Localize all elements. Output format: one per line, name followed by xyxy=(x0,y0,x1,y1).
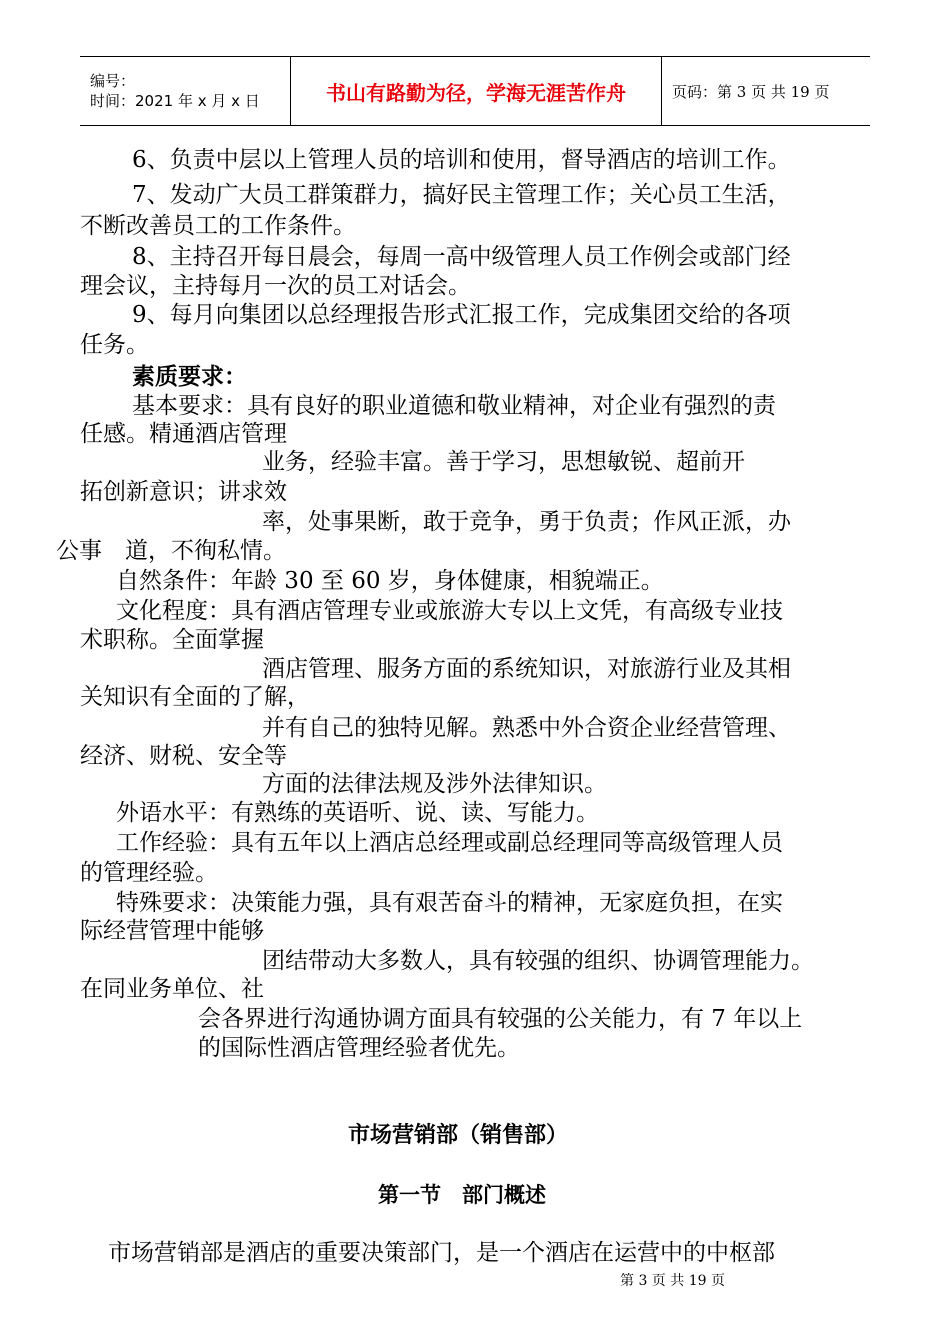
basic-requirement-cont-4: 率，处事果断，敢于竞争，勇于负责；作风正派，办 xyxy=(262,509,791,535)
special-requirements-cont-5: 的国际性酒店管理经验者优先。 xyxy=(198,1035,520,1061)
duty-item-7-cont: 不断改善员工的工作条件。 xyxy=(80,213,356,239)
special-requirements-cont-3: 在同业务单位、社 xyxy=(80,976,264,1002)
education-level-cont-1: 术职称。全面掌握 xyxy=(80,627,264,653)
duty-item-8-cont: 理会议，主持每月一次的员工对话会。 xyxy=(80,273,471,299)
date-label: 时间：2021 年 x 月 x 日 xyxy=(90,92,260,110)
education-level-cont-3: 关知识有全面的了解， xyxy=(80,684,310,710)
header-meta xyxy=(80,57,290,125)
special-requirements-cont-2: 团结带动大多数人，具有较强的组织、协调管理能力。 xyxy=(262,948,814,974)
subsection-title: 第一节 部门概述 xyxy=(378,1183,546,1207)
header-motto-cell xyxy=(290,57,662,125)
page-header xyxy=(80,56,870,126)
special-requirements-cont-4: 会各界进行沟通协调方面具有较强的公关能力，有 7 年以上 xyxy=(198,1006,803,1032)
section-paragraph: 市场营销部是酒店的重要决策部门，是一个酒店在运营中的中枢部 xyxy=(108,1240,775,1266)
duty-item-8: 8、主持召开每日晨会，每周一高中级管理人员工作例会或部门经 xyxy=(132,244,791,270)
education-level-cont-5: 经济、财税、安全等 xyxy=(80,743,287,769)
natural-conditions: 自然条件：年龄 30 至 60 岁，身体健康，相貌端正。 xyxy=(116,568,664,594)
education-level-cont-4: 并有自己的独特见解。熟悉中外合资企业经营管理、 xyxy=(262,715,791,741)
basic-requirement: 基本要求：具有良好的职业道德和敬业精神，对企业有强烈的责 xyxy=(132,393,776,419)
header-page-cell xyxy=(662,57,870,125)
quality-requirements-heading: 素质要求： xyxy=(132,364,247,390)
duty-item-6: 6、负责中层以上管理人员的培训和使用，督导酒店的培训工作。 xyxy=(132,147,791,173)
serial-number-label: 编号： xyxy=(90,72,136,90)
basic-requirement-cont-2: 业务，经验丰富。善于学习，思想敏锐、超前开 xyxy=(262,449,745,475)
duty-item-7: 7、发动广大员工群策群力，搞好民主管理工作；关心员工生活， xyxy=(132,182,791,208)
duty-item-9: 9、每月向集团以总经理报告形式汇报工作，完成集团交给的各项 xyxy=(132,302,791,328)
header-page-number: 页码：第 3 页 共 19 页 xyxy=(672,82,830,101)
header-motto: 书山有路勤为径，学海无涯苦作舟 xyxy=(326,80,626,105)
page-footer: 第 3 页 共 19 页 xyxy=(620,1273,725,1289)
basic-requirement-cont-1: 任感。精通酒店管理 xyxy=(80,421,287,447)
duty-item-9-cont: 任务。 xyxy=(80,332,149,358)
education-level: 文化程度：具有酒店管理专业或旅游大专以上文凭，有高级专业技 xyxy=(116,598,783,624)
special-requirements: 特殊要求：决策能力强，具有艰苦奋斗的精神，无家庭负担，在实 xyxy=(116,890,783,916)
work-experience: 工作经验：具有五年以上酒店总经理或副总经理同等高级管理人员 xyxy=(116,830,783,856)
education-level-cont-2: 酒店管理、服务方面的系统知识，对旅游行业及其相 xyxy=(262,656,791,682)
foreign-language: 外语水平：有熟练的英语听、说、读、写能力。 xyxy=(116,800,599,826)
basic-requirement-cont-3: 拓创新意识；讲求效 xyxy=(80,479,287,505)
work-experience-cont: 的管理经验。 xyxy=(80,860,218,886)
special-requirements-cont-1: 际经营管理中能够 xyxy=(80,918,264,944)
section-title: 市场营销部（销售部） xyxy=(348,1123,569,1148)
education-level-cont-6: 方面的法律法规及涉外法律知识。 xyxy=(262,771,607,797)
basic-requirement-cont-5: 公事 道，不徇私情。 xyxy=(56,538,286,564)
